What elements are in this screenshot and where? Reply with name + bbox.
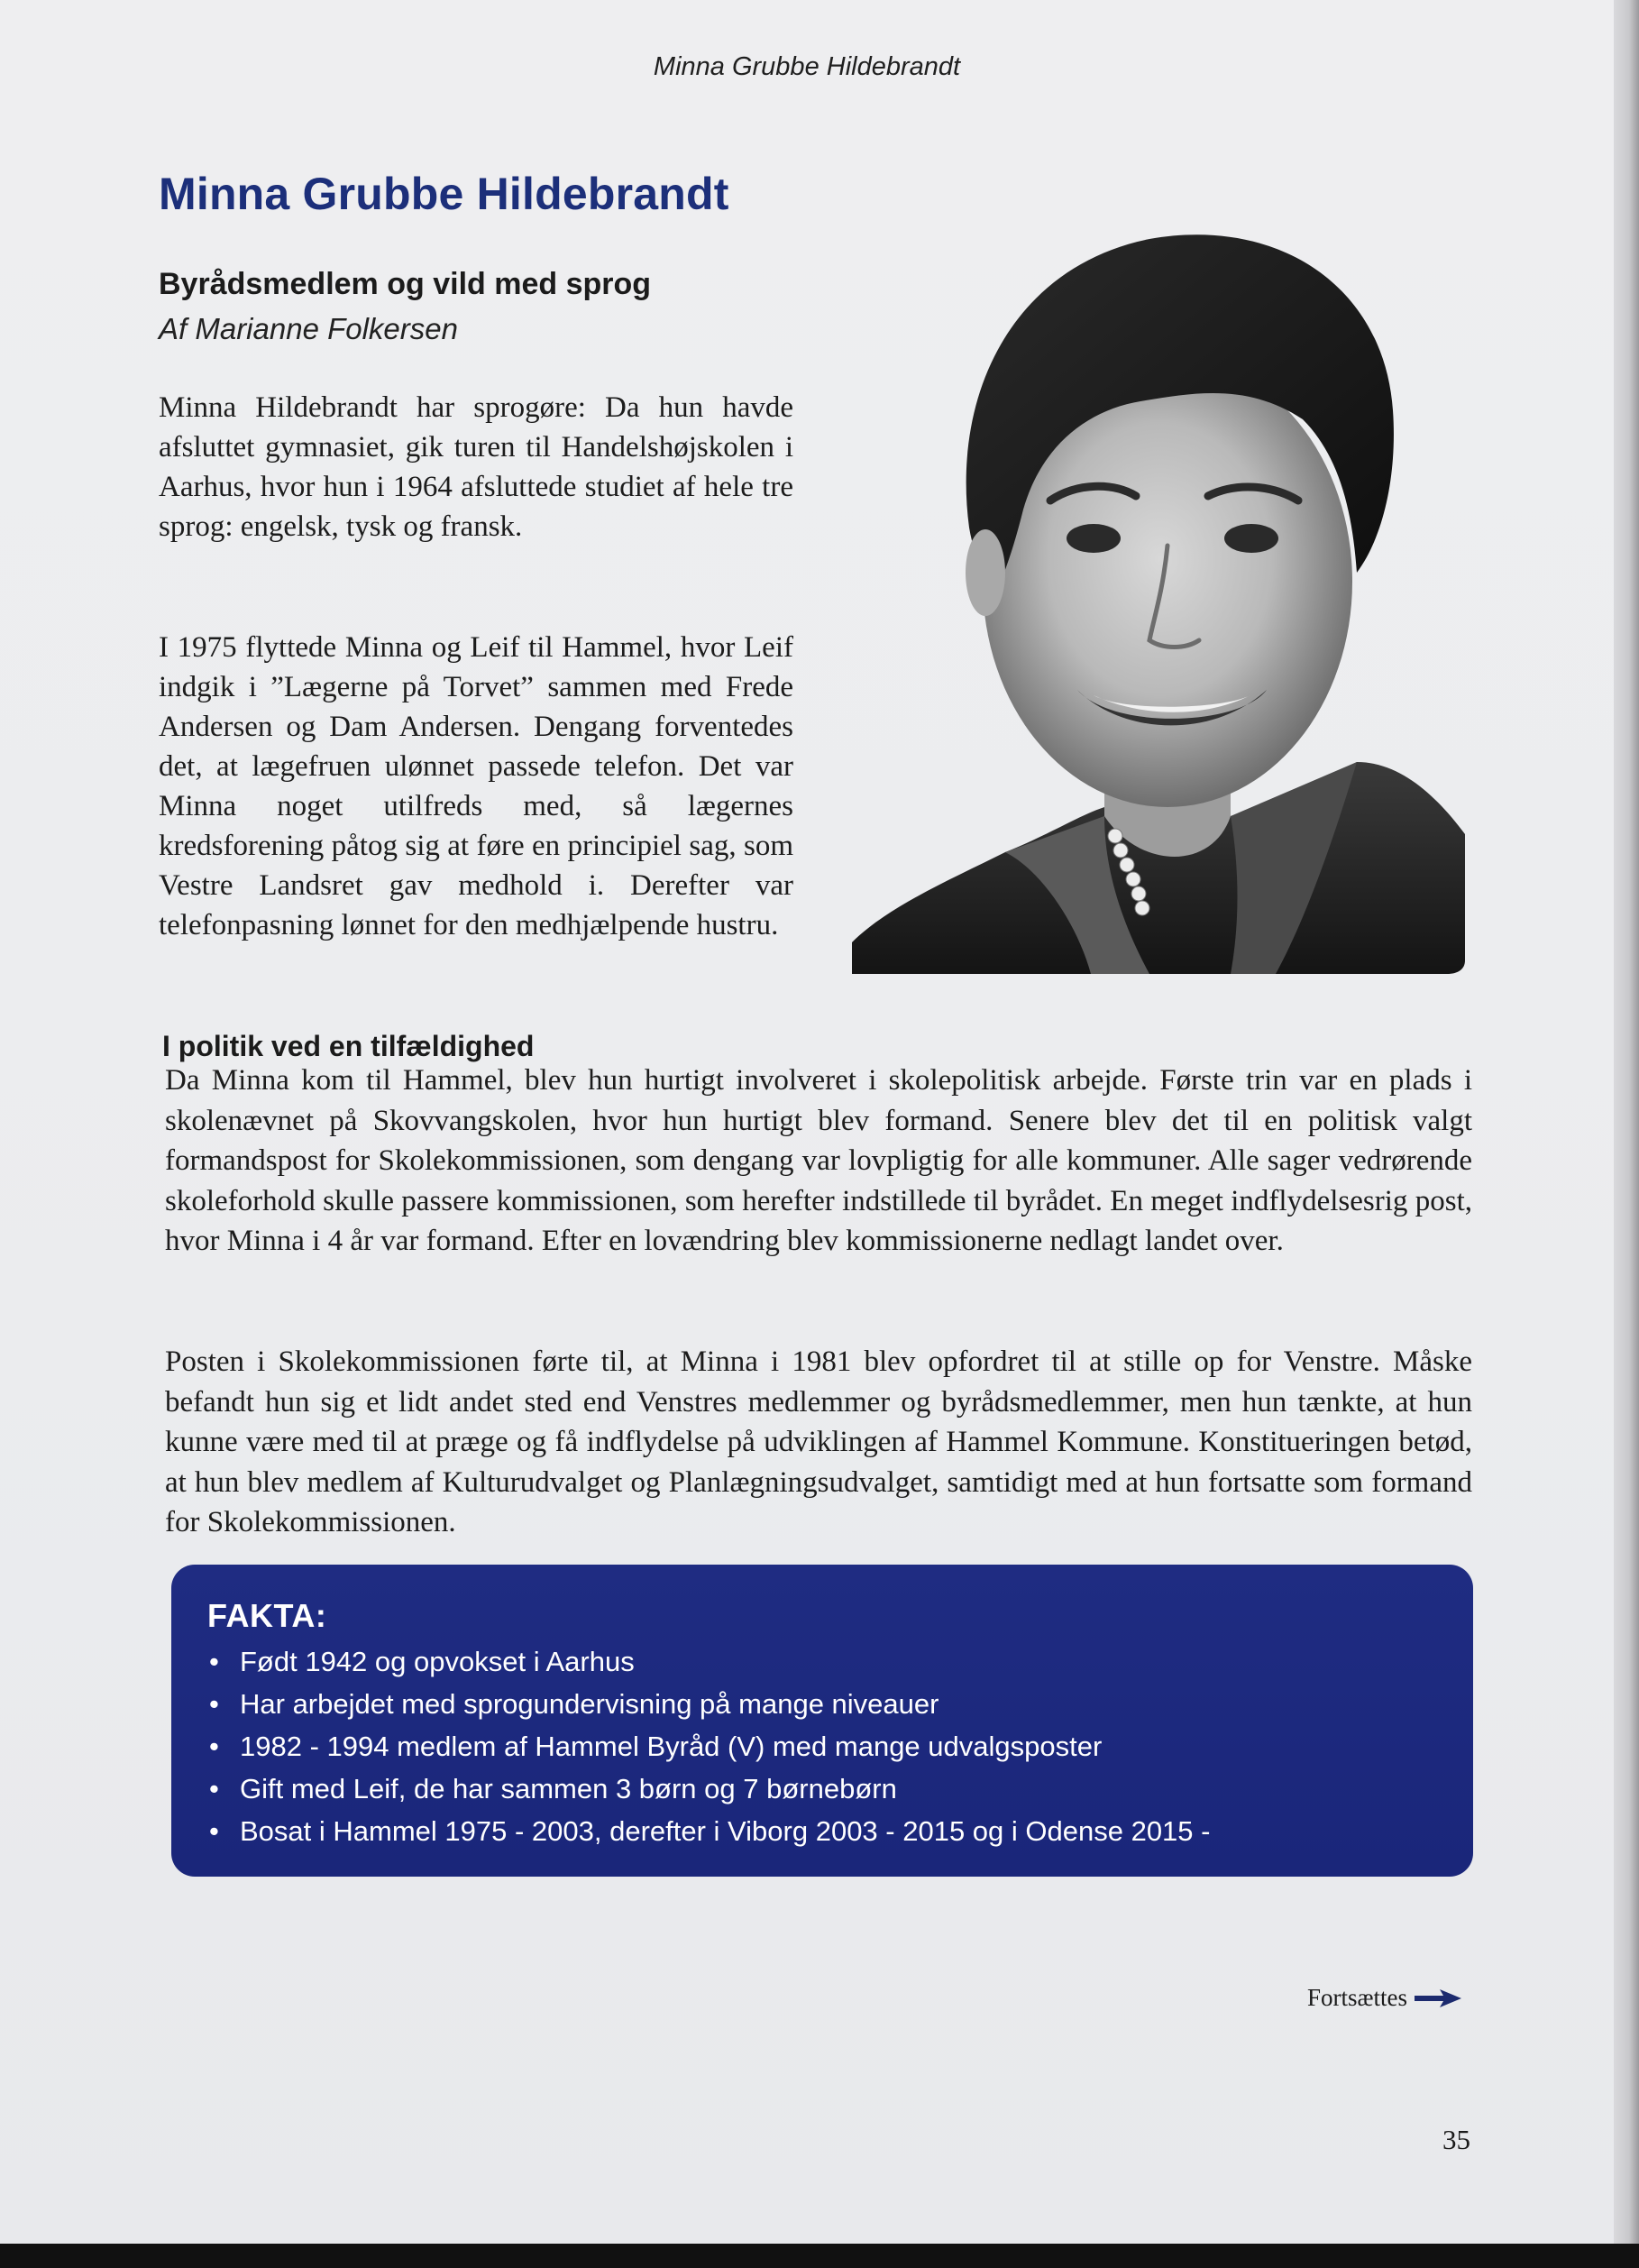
bullet-icon: • (209, 1815, 219, 1847)
fakta-box (171, 1565, 1473, 1877)
continue-label: Fortsættes (1307, 1984, 1408, 2011)
fakta-item (207, 1810, 1437, 1852)
scan-background (0, 2244, 1639, 2268)
fakta-item (207, 1725, 1437, 1768)
fakta-item (207, 1640, 1437, 1683)
bullet-icon: • (209, 1646, 219, 1677)
posten-paragraph: Posten i Skolekommissionen førte til, at Minna i 1981 blev opfordret til at stille op for Venstre. Måske befandt hun sig et lidt andet sted end Venstres medlemmer og byrådsmedlemmer, men hun tænkte, at hun kunne være med til at præge og få indflydelse på udviklingen af Hammel Kommune. Konstitueringen betød, at hun blev medlem af Kulturudvalget og Planlægningsudvalget, samtidigt med at hun fortsatte som formand for Skolekommissionen. (165, 1345, 1472, 1538)
portrait-ear-left (966, 529, 1005, 616)
fakta-item-text: Født 1942 og opvokset i Aarhus (240, 1646, 635, 1677)
page-edge (1614, 0, 1639, 2244)
arrow-right-icon (1413, 1988, 1463, 2009)
hammel-paragraph: I 1975 flyttede Minna og Leif til Hammel, hvor Leif indgik i ”Lægerne på Torvet” sammen med Frede Andersen og Dam Andersen. Dengang forventedes det, at lægefruen ulønnet passede telefon. Det var Minna noget utilfreds med, så lægernes kredsforening påtog sig at føre en principiel sag, som Vestre Landsret gav medhold i. Derefter var telefonpasning lønnet for den medhjælpende hustru. (159, 631, 793, 941)
fakta-item (207, 1768, 1437, 1810)
page-number: 35 (1442, 2124, 1470, 2155)
continue-link[interactable] (1307, 1984, 1463, 2012)
bullet-icon: • (209, 1688, 219, 1720)
bullet-icon: • (209, 1731, 219, 1762)
bullet-icon: • (209, 1773, 219, 1804)
fakta-item (207, 1683, 1437, 1725)
politik-paragraph: Da Minna kom til Hammel, blev hun hurtigt involveret i skolepolitisk arbejde. Første trin var en plads i skolenævnet på Skovvangskolen, hvor hun hurtigt blev formand. Senere blev det til en politisk valgt formandspost for Skolekommissionen, som dengang var lovpligtig for alle kommuner. Alle sager vedrørende skoleforhold skulle passere kommissionen, som herefter indstillede til byrådet. En meget indflydelsesrig post, hvor Minna i 4 år var formand. Efter en lovændring blev kommissionerne nedlagt landet over. (165, 1064, 1472, 1257)
fakta-list (207, 1640, 1437, 1852)
fakta-title: FAKTA: (207, 1597, 327, 1634)
fakta-item-text: Bosat i Hammel 1975 - 2003, derefter i Viborg 2003 - 2015 og i Odense 2015 - (240, 1815, 1211, 1847)
portrait-eye-right (1224, 524, 1278, 553)
article-title: Minna Grubbe Hildebrandt (159, 169, 729, 219)
portrait-photo (852, 185, 1465, 974)
article-byline: Af Marianne Folkersen (159, 312, 458, 345)
section-heading-politik: I politik ved en tilfældighed (162, 1030, 535, 1062)
fakta-item-text: 1982 - 1994 medlem af Hammel Byråd (V) med mange udvalgsposter (240, 1731, 1103, 1762)
running-head: Minna Grubbe Hildebrandt (653, 52, 961, 81)
intro-paragraph: Minna Hildebrandt har sprogøre: Da hun havde afsluttet gymnasiet, gik turen til Handelshøjskolen i Aarhus, hvor hun i 1964 afsluttede studiet af hele tre sprog: engelsk, tysk og fransk. (159, 391, 793, 543)
fakta-item-text: Gift med Leif, de har sammen 3 børn og 7 børnebørn (240, 1773, 897, 1804)
fakta-item-text: Har arbejdet med sprogundervisning på mange niveauer (240, 1688, 939, 1720)
portrait-eye-left (1067, 524, 1121, 553)
article-subtitle: Byrådsmedlem og vild med sprog (159, 267, 652, 301)
